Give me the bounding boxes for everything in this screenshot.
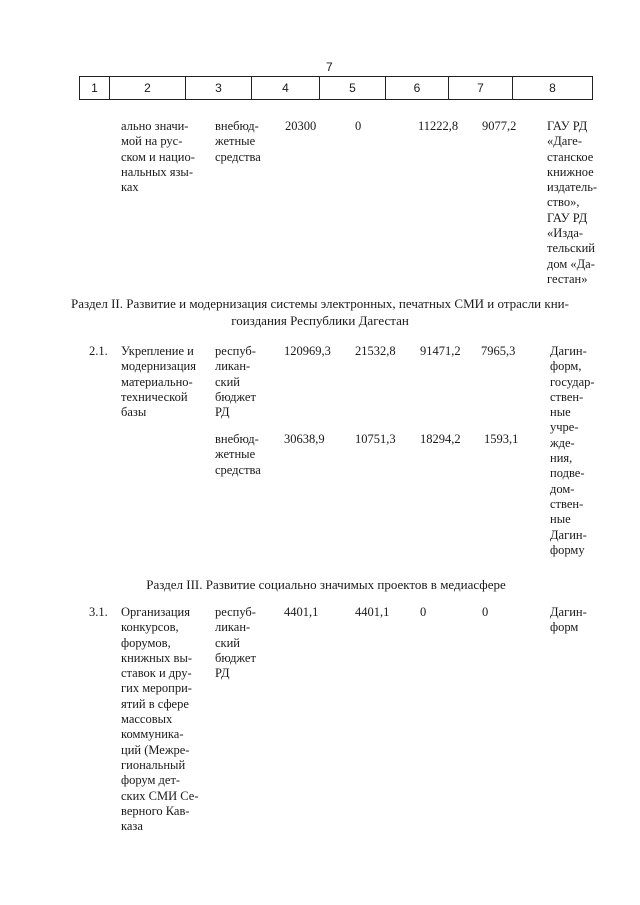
cont-executor: ГАУ РД «Даге- станское книжное издатель- ство», ГАУ РД «Изда- тельский дом «Да- гестан»	[547, 119, 598, 286]
row-3-1-value-6: 0	[420, 605, 427, 619]
row-2-1-value-4a: 120969,3	[284, 344, 331, 358]
row-3-1-value-5: 4401,1	[355, 605, 390, 619]
row-2-1-name: Укрепление и модернизация материально- технической базы	[121, 344, 196, 420]
row-2-1-source-extrabudget: внебюд- жетные средства	[215, 432, 261, 477]
cont-value-6: 11222,8	[418, 119, 459, 133]
row-2-1-value-6b: 18294,2	[420, 432, 461, 446]
row-2-1-value-6a: 91471,2	[420, 344, 461, 358]
cont-value-4: 20300	[285, 119, 317, 133]
row-2-1-value-7b: 1593,1	[484, 432, 519, 446]
cont-value-7: 9077,2	[482, 119, 517, 133]
cont-value-5: 0	[355, 119, 362, 133]
row-2-1-value-4b: 30638,9	[284, 432, 325, 446]
row-2-1-value-5a: 21532,8	[355, 344, 396, 358]
column-header-row	[80, 77, 593, 100]
col-header-7: 7	[449, 77, 513, 100]
col-header-8: 8	[513, 77, 593, 100]
row-2-1-value-7a: 7965,3	[481, 344, 516, 358]
row-3-1-value-4: 4401,1	[284, 605, 319, 619]
col-header-1: 1	[80, 77, 110, 100]
section-3-title: Раздел III. Развитие социально значимых проектов в медиасфере	[146, 577, 506, 592]
col-header-2: 2	[110, 77, 186, 100]
cont-source: внебюд- жетные средства	[215, 119, 261, 164]
section-2-title: Раздел II. Развитие и модернизация системы электронных, печатных СМИ и отрасли кни- гоиздания Республики Дагестан	[71, 296, 569, 328]
row-2-1-executor: Дагин- форм, государ- ствен- ные учре- жде- ния, подве- дом- ствен- ные Дагин- форму	[550, 344, 595, 557]
col-header-5: 5	[320, 77, 386, 100]
cont-name: ально значи- мой на рус- ском и нацио- нальных язы- ках	[121, 119, 195, 195]
row-2-1-number: 2.1.	[89, 344, 108, 358]
row-3-1-executor: Дагин- форм	[550, 605, 587, 635]
row-2-1-source-republican: респуб- ликан- ский бюджет РД	[215, 344, 256, 420]
col-header-3: 3	[186, 77, 252, 100]
row-2-1-value-5b: 10751,3	[355, 432, 396, 446]
row-3-1-source: респуб- ликан- ский бюджет РД	[215, 605, 256, 681]
row-3-1-value-7: 0	[482, 605, 489, 619]
row-3-1-name: Организация конкурсов, форумов, книжных вы- ставок и дру- гих меропри- ятий в сфере массовых коммуника- ций (Межре- гиональный форум дет- ских СМИ Се- верного Кав- каза	[121, 605, 199, 834]
col-header-6: 6	[386, 77, 449, 100]
col-header-4: 4	[252, 77, 320, 100]
row-3-1-number: 3.1.	[89, 605, 108, 619]
page-number: 7	[326, 60, 333, 74]
column-header-table	[79, 76, 593, 100]
